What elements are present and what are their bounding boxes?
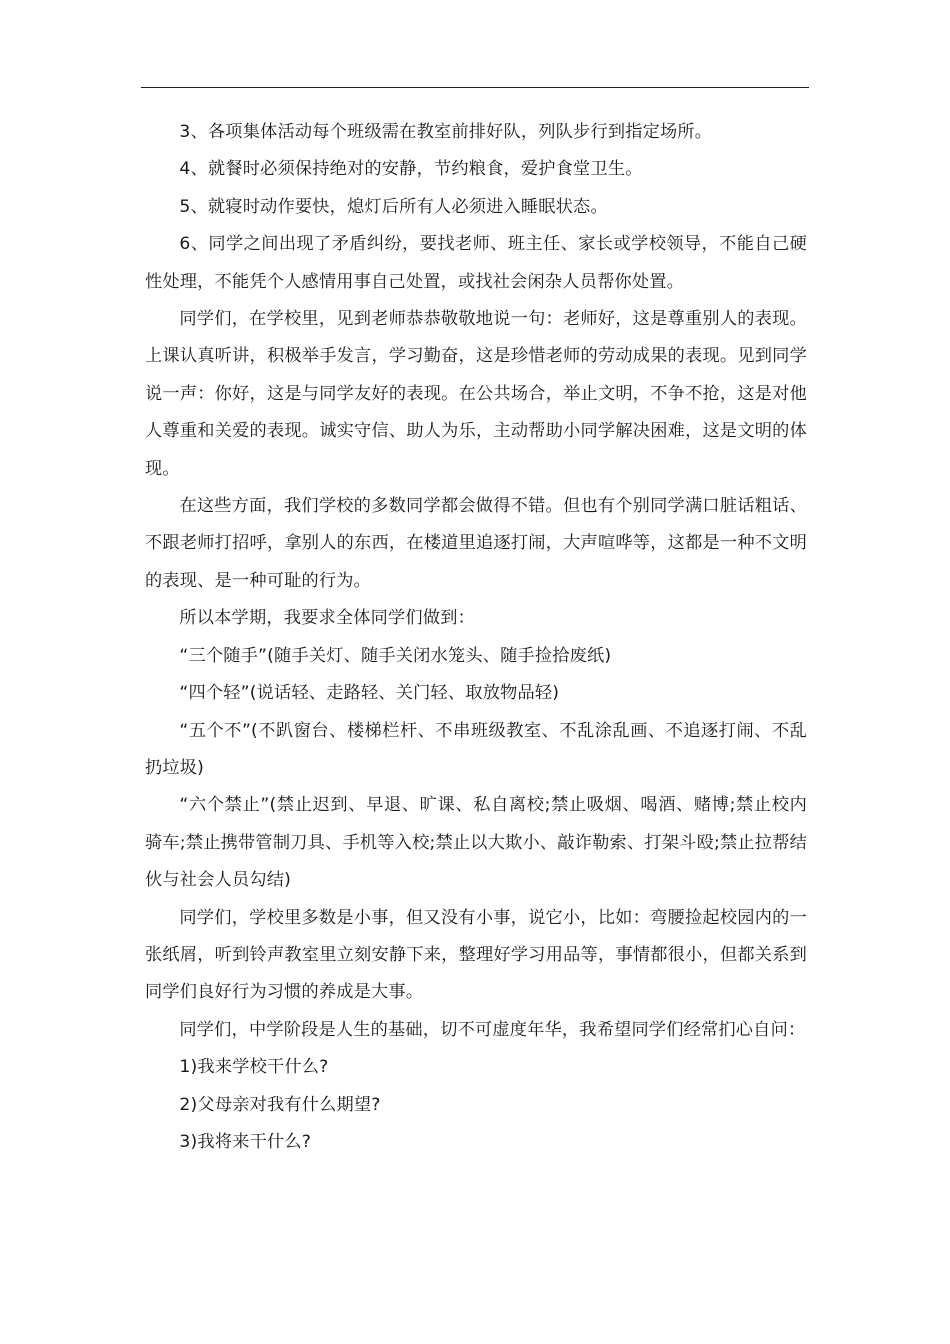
requirement-six-prohibitions: “六个禁止”(禁止迟到、早退、旷课、私自离校;禁止吸烟、喝酒、赌博;禁止校内骑车;禁止携带管制刀具、手机等入校;禁止以大欺小、敲诈勒索、打架斗殴;禁止拉帮结伙与社会人员勾结) [145, 795, 807, 891]
rule-item-4: 4、就餐时必须保持绝对的安静，节约粮食，爱护食堂卫生。 [179, 159, 643, 180]
header-rule [141, 87, 809, 88]
question-item-2: 2)父母亲对我有什么期望? [179, 1094, 381, 1115]
rule-item-5: 5、就寝时动作要快，熄灯后所有人必须进入睡眠状态。 [179, 196, 608, 217]
paragraph-requirements-intro: 所以本学期，我要求全体同学们做到： [179, 608, 475, 629]
paragraph-self-reflection: 同学们，中学阶段是人生的基础，切不可虚度年华，我希望同学们经常扪心自问： [179, 1019, 806, 1040]
requirement-five-nots: “五个不”(不趴窗台、楼梯栏杆、不串班级教室、不乱涂乱画、不追逐打闹、不乱扔垃圾) [145, 720, 807, 778]
question-item-1: 1)我来学校干什么? [179, 1057, 329, 1078]
rule-item-6: 6、同学之间出现了矛盾纠纷，要找老师、班主任、家长或学校领导，不能自己硬性处理，不能凭个人感情用事自己处置，或找社会闲杂人员帮你处置。 [145, 234, 807, 292]
question-item-3: 3)我将来干什么? [179, 1131, 312, 1152]
paragraph-small-things: 同学们，学校里多数是小事，但又没有小事，说它小，比如：弯腰捡起校园内的一张纸屑，听到铃声教室里立刻安静下来，整理好学习用品等，事情都很小，但都关系到同学们良好行为习惯的养成是大事。 [145, 907, 807, 1003]
paragraph-respect: 同学们，在学校里，见到老师恭恭敬敬地说一句：老师好，这是尊重别人的表现。上课认真听讲，积极举手发言，学习勤奋，这是珍惜老师的劳动成果的表现。见到同学说一声：你好，这是与同学友好的表现。在公共场合，举止文明，不争不抢，这是对他人尊重和关爱的表现。诚实守信、助人为乐，主动帮助小同学解决困难，这是文明的体现。 [145, 309, 807, 479]
paragraph-misbehavior: 在这些方面，我们学校的多数同学都会做得不错。但也有个别同学满口脏话粗话、不跟老师打招呼，拿别人的东西，在楼道里追逐打闹，大声喧哗等，这都是一种不文明的表现、是一种可耻的行为。 [145, 496, 807, 591]
document-body [145, 114, 807, 1161]
requirement-four-light: “四个轻”(说话轻、走路轻、关门轻、取放物品轻) [179, 683, 560, 704]
rule-item-3: 3、各项集体活动每个班级需在教室前排好队，列队步行到指定场所。 [179, 122, 713, 142]
requirement-three-hands: “三个随手”(随手关灯、随手关闭水笼头、随手捡拾废纸) [179, 645, 612, 666]
